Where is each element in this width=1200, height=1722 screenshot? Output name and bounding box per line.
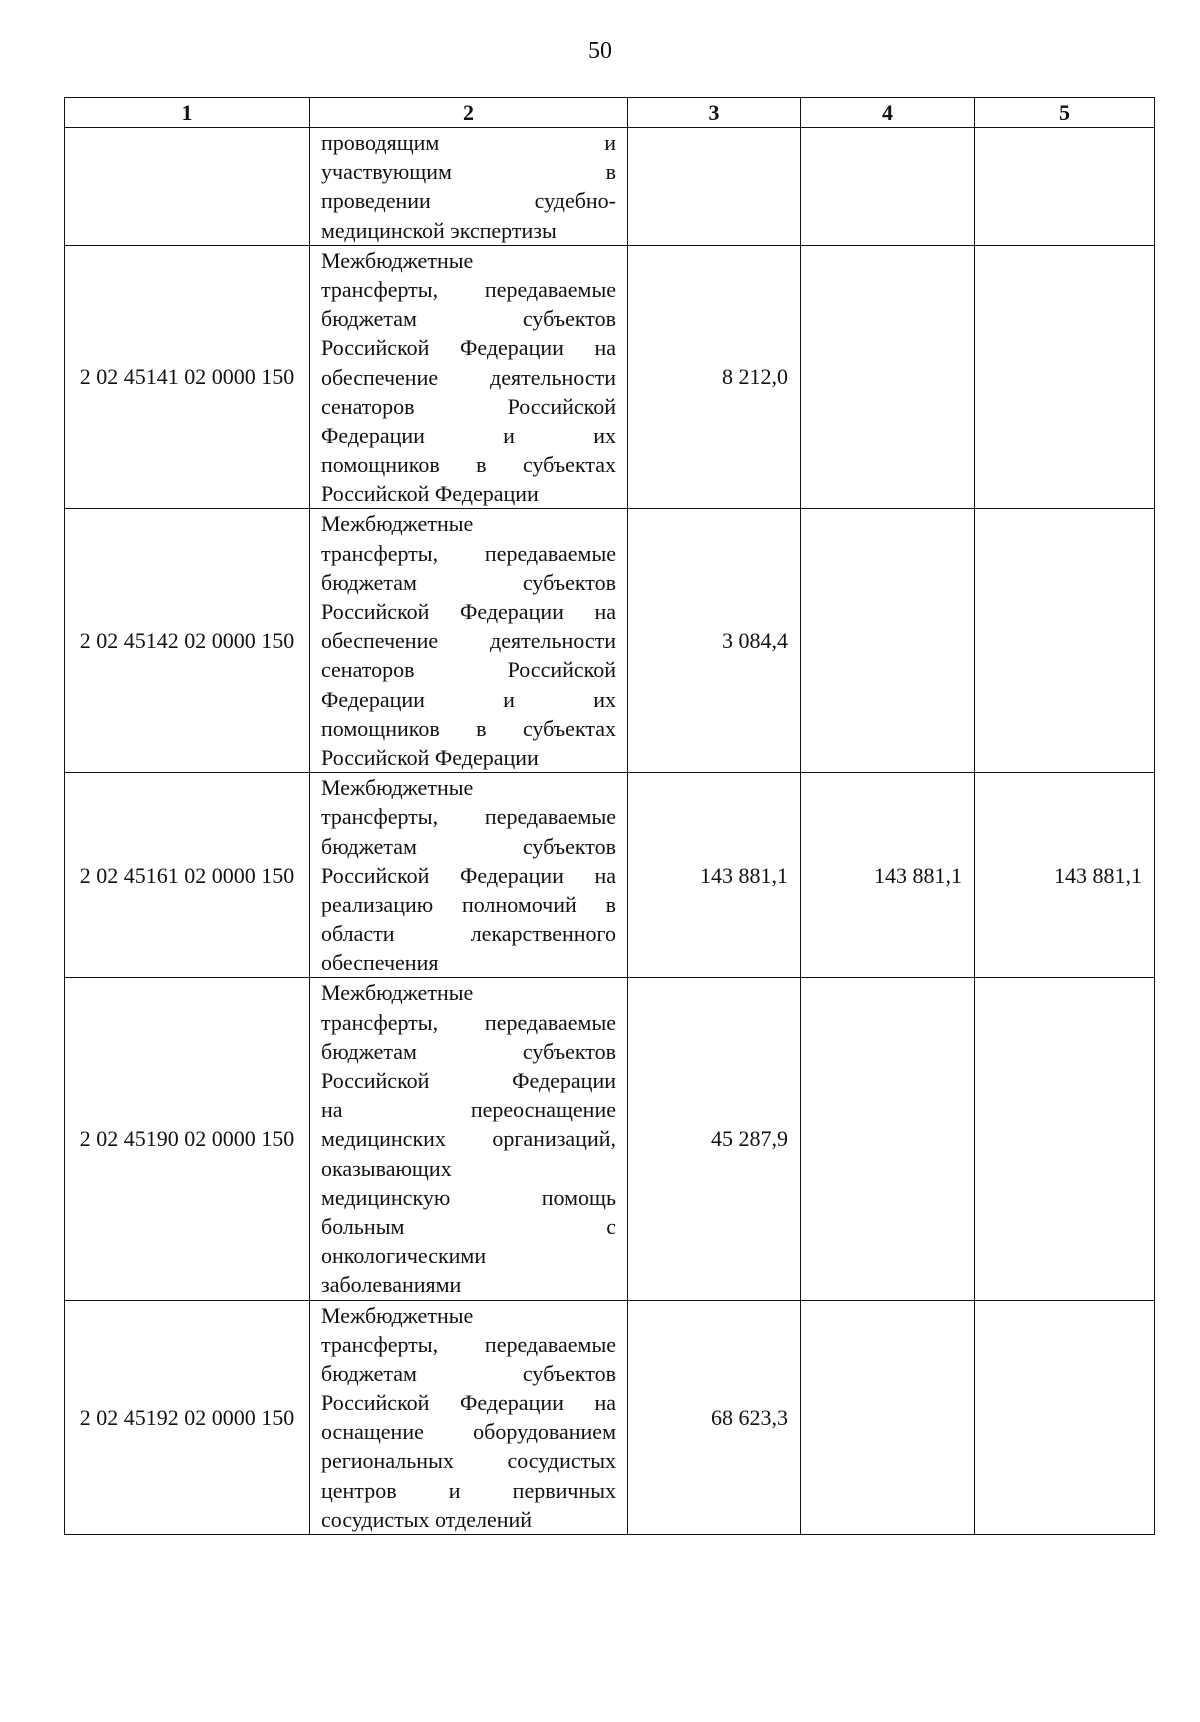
description-line: бюджетам субъектов xyxy=(321,1038,616,1064)
table-row xyxy=(65,128,1155,246)
description-line: Российской Федерации на xyxy=(321,335,616,361)
amount-col-5-cell xyxy=(975,509,1155,773)
description-line: онкологическими xyxy=(321,1243,487,1269)
description-line: центров и первичных xyxy=(321,1477,616,1503)
description-line: медицинской экспертизы xyxy=(321,217,557,243)
header-col-2: 2 xyxy=(310,98,628,128)
description-cell xyxy=(310,978,628,1300)
description-cell xyxy=(310,1300,628,1535)
description-line: трансферты, передаваемые xyxy=(321,1009,616,1035)
description-line: Российской Федерации на xyxy=(321,599,616,624)
amount-col-5-cell xyxy=(975,245,1155,509)
description-line: медицинскую помощь xyxy=(321,1184,616,1210)
header-row xyxy=(65,98,1155,128)
description-line: Межбюджетные xyxy=(321,1302,474,1328)
amount-col-4-cell xyxy=(801,509,975,773)
description-line: оказывающих xyxy=(321,1155,452,1181)
description-line: Федерации и их xyxy=(321,686,616,712)
amount-col-3-cell: 143 881,1 xyxy=(628,773,801,978)
budget-code-cell: 2 02 45192 02 0000 150 xyxy=(65,1300,310,1535)
amount-col-4-cell: 143 881,1 xyxy=(801,773,975,978)
description-line: Межбюджетные xyxy=(321,247,474,273)
description-line: области лекарственного xyxy=(321,921,616,947)
amount-col-3-cell: 45 287,9 xyxy=(628,978,801,1300)
description-line: сенаторов Российской xyxy=(321,657,616,683)
description-line: помощников в субъектах xyxy=(321,715,616,741)
description-line: Российской Федерации xyxy=(321,481,539,507)
description-line: Российской Федерации xyxy=(321,744,539,770)
amount-col-5-cell xyxy=(975,978,1155,1300)
amount-col-3-cell xyxy=(628,128,801,246)
description-line: бюджетам субъектов xyxy=(321,1360,616,1386)
description-line: проводящим и xyxy=(321,130,616,155)
description-line: Российской Федерации xyxy=(321,1068,616,1093)
page-number: 50 xyxy=(588,38,612,64)
description-line: Федерации и их xyxy=(321,422,616,448)
header-col-3: 3 xyxy=(628,98,801,128)
amount-col-3-cell: 68 623,3 xyxy=(628,1300,801,1535)
description-line: оснащение оборудованием xyxy=(321,1419,616,1445)
description-line: трансферты, передаваемые xyxy=(321,1331,616,1357)
description-line: Российской Федерации на xyxy=(321,1390,616,1416)
description-line: Межбюджетные xyxy=(321,511,474,537)
budget-table xyxy=(64,97,1155,1535)
description-line: трансферты, передаваемые xyxy=(321,276,616,302)
description-line: заболеваниями xyxy=(321,1272,462,1298)
description-line: бюджетам субъектов xyxy=(321,569,616,595)
description-cell xyxy=(310,509,628,773)
description-line: трансферты, передаваемые xyxy=(321,804,616,830)
table-row xyxy=(65,1300,1155,1535)
budget-code-cell: 2 02 45142 02 0000 150 xyxy=(65,509,310,773)
header-col-1: 1 xyxy=(65,98,310,128)
amount-col-5-cell xyxy=(975,1300,1155,1535)
description-line: помощников в субъектах xyxy=(321,452,616,478)
budget-code-cell: 2 02 45141 02 0000 150 xyxy=(65,245,310,509)
table-row xyxy=(65,509,1155,773)
budget-code-cell: 2 02 45161 02 0000 150 xyxy=(65,773,310,978)
budget-code-cell xyxy=(65,128,310,246)
description-line: бюджетам субъектов xyxy=(321,306,616,332)
description-line: региональных сосудистых xyxy=(321,1448,616,1474)
description-line: обеспечение деятельности xyxy=(321,364,616,390)
description-line: трансферты, передаваемые xyxy=(321,540,616,566)
description-line: обеспечения xyxy=(321,950,439,976)
header-col-5: 5 xyxy=(975,98,1155,128)
table-row xyxy=(65,773,1155,978)
description-cell xyxy=(310,245,628,509)
description-line: сосудистых отделений xyxy=(321,1506,533,1532)
description-cell xyxy=(310,128,628,246)
table-body xyxy=(65,128,1155,1535)
description-line: реализацию полномочий в xyxy=(321,891,616,917)
description-line: больным с xyxy=(321,1213,616,1239)
amount-col-3-cell: 3 084,4 xyxy=(628,509,801,773)
description-line: сенаторов Российской xyxy=(321,393,616,419)
amount-col-4-cell xyxy=(801,245,975,509)
description-line: проведении судебно- xyxy=(321,188,616,214)
description-cell xyxy=(310,773,628,978)
header-col-4: 4 xyxy=(801,98,975,128)
description-line: бюджетам субъектов xyxy=(321,833,616,859)
amount-col-3-cell: 8 212,0 xyxy=(628,245,801,509)
amount-col-5-cell xyxy=(975,128,1155,246)
description-line: на переоснащение xyxy=(321,1097,616,1123)
description-line: медицинских организаций, xyxy=(321,1126,616,1152)
description-line: Межбюджетные xyxy=(321,775,474,801)
amount-col-4-cell xyxy=(801,128,975,246)
amount-col-4-cell xyxy=(801,978,975,1300)
amount-col-4-cell xyxy=(801,1300,975,1535)
amount-col-5-cell: 143 881,1 xyxy=(975,773,1155,978)
description-line: Российской Федерации на xyxy=(321,862,616,888)
description-line: участвующим в xyxy=(321,159,616,185)
table-row xyxy=(65,978,1155,1300)
description-line: Межбюджетные xyxy=(321,980,474,1006)
table-row xyxy=(65,245,1155,509)
description-line: обеспечение деятельности xyxy=(321,628,616,654)
budget-code-cell: 2 02 45190 02 0000 150 xyxy=(65,978,310,1300)
